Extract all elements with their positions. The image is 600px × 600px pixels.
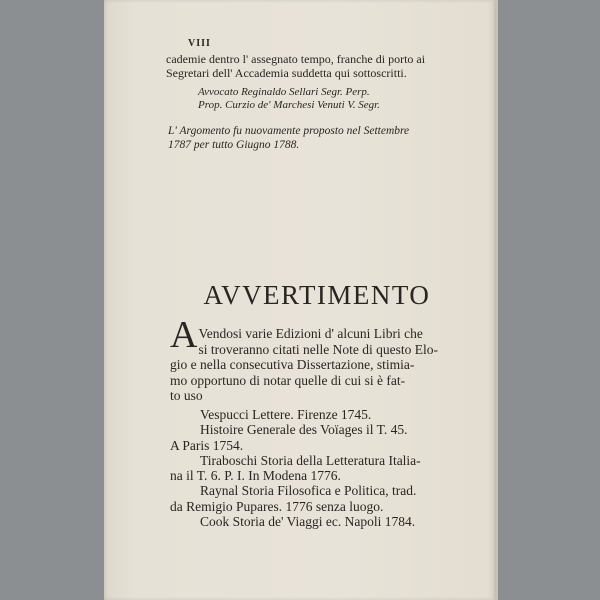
intro-paragraph	[166, 52, 472, 80]
paragraph-line: Vendosi varie Edizioni d' alcuni Libri che	[198, 326, 423, 341]
notice-paragraph	[170, 314, 470, 404]
paragraph-line: mo opportuno di notar quelle di cui si è fat-	[170, 372, 406, 388]
edition-entry-continuation: A Paris 1754.	[170, 437, 244, 453]
signers-block	[198, 86, 380, 112]
signer-line: Avvocato Reginaldo Sellari Segr. Perp.	[198, 86, 370, 98]
signer-line: Prop. Curzio de' Marchesi Venuti V. Segr.	[198, 99, 380, 111]
intro-line: cademie dentro l' assegnato tempo, franche di porto ai	[166, 52, 426, 66]
edition-entry-continuation: na il T. 6. P. I. In Modena 1776.	[170, 468, 341, 484]
drop-cap: A	[170, 314, 198, 356]
paragraph-line: to uso	[170, 388, 203, 403]
paragraph-line: gio e nella consecutiva Dissertazione, stimia-	[170, 357, 415, 372]
edition-entry: Vespucci Lettere. Firenze 1745.	[200, 407, 372, 422]
edition-entry: Cook Storia de' Viaggi ec. Napoli 1784.	[200, 514, 416, 530]
intro-line: Segretari dell' Accademia suddetta qui sottoscritti.	[166, 66, 407, 80]
section-heading: AVVERTIMENTO	[203, 280, 431, 310]
note-line: L' Argomento fu nuovamente proposto nel Settembre	[168, 125, 410, 137]
argument-note	[168, 124, 470, 152]
note-line: 1787 per tutto Giugno 1788.	[168, 139, 300, 151]
edition-entry-continuation: da Remigio Pupares. 1776 senza luogo.	[170, 498, 384, 514]
edition-entry: Tiraboschi Storia della Letteratura Italia-	[200, 452, 421, 468]
edition-entry: Raynal Storia Filosofica e Politica, trad.	[200, 483, 417, 499]
page-number: VIII	[188, 38, 211, 49]
edition-entry: Histoire Generale des Voïages il T. 45.	[200, 422, 408, 438]
editions-list	[170, 407, 470, 529]
paragraph-line: si troveranno citati nelle Note di questo Elo-	[198, 341, 439, 357]
page-edge	[494, 0, 498, 600]
